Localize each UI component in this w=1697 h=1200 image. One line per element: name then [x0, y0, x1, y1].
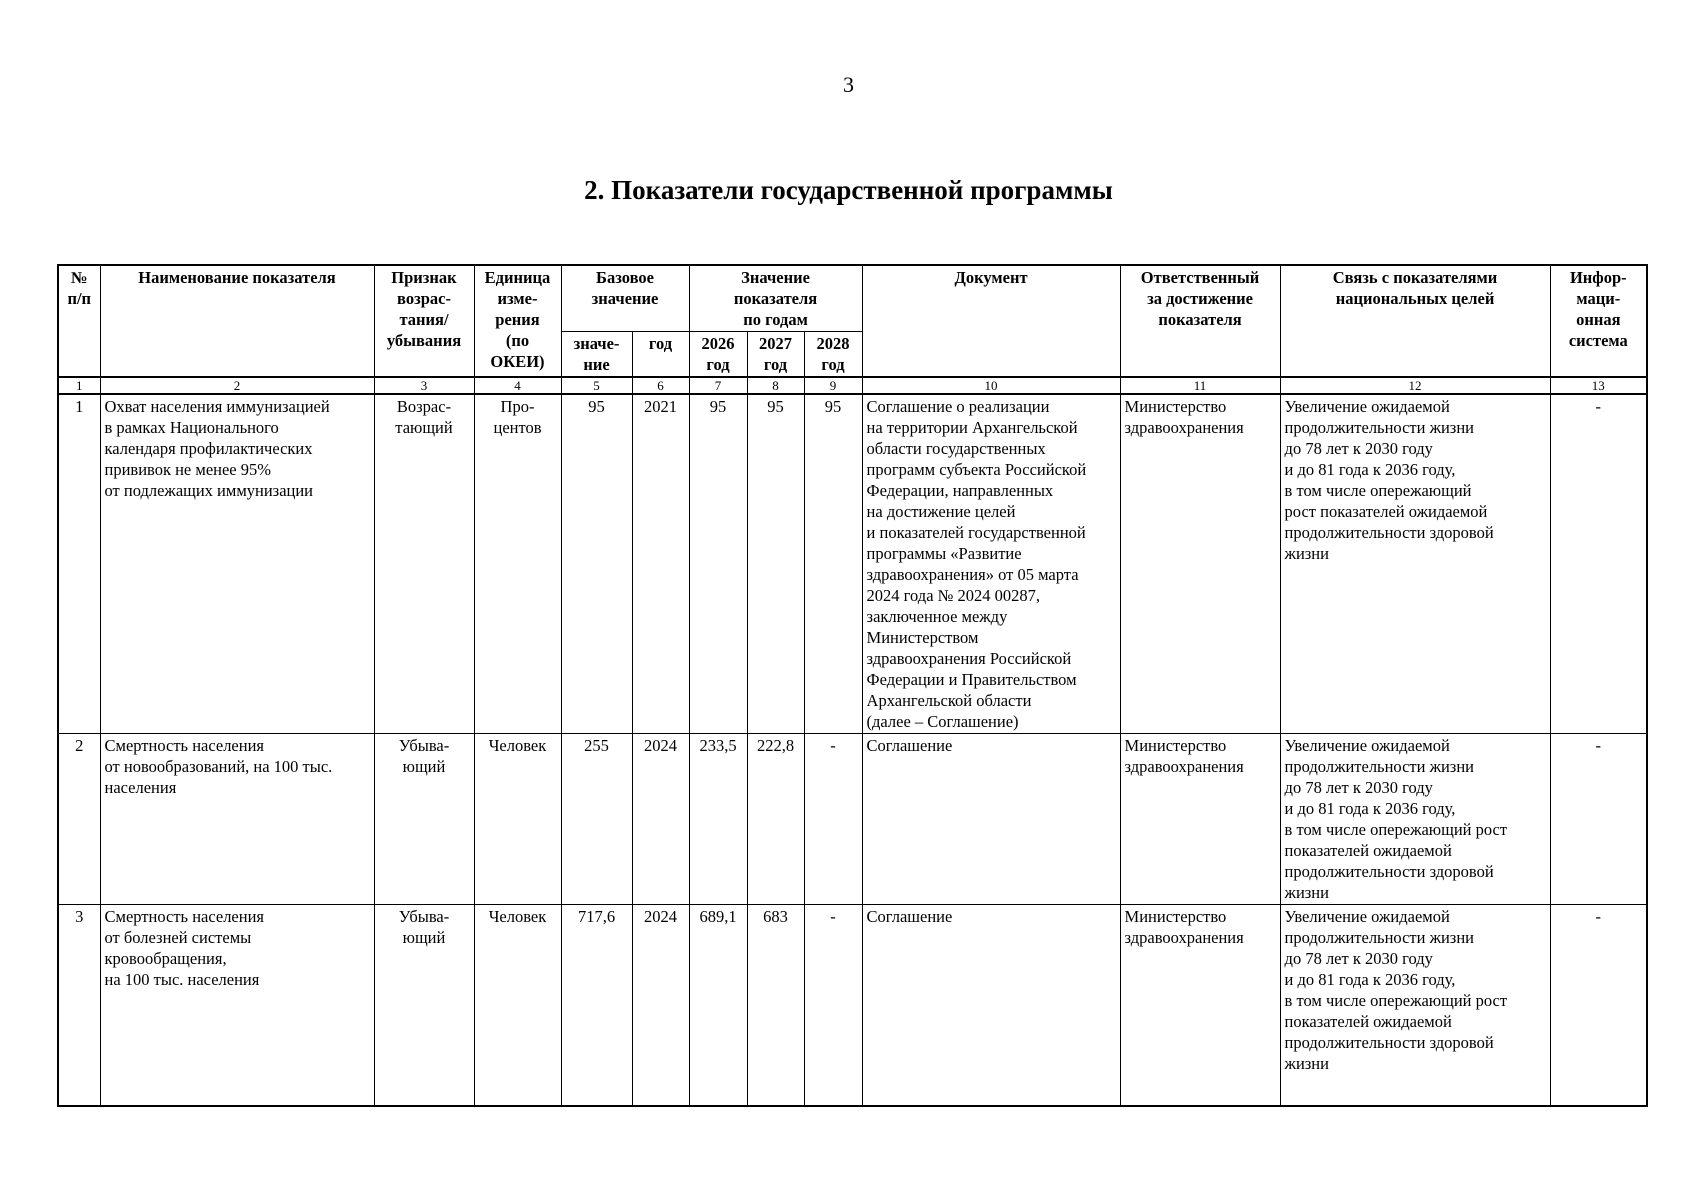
- header-name: Наименование показателя: [100, 265, 374, 377]
- header-infosys: Инфор- маци- онная система: [1550, 265, 1647, 377]
- info-system: -: [1550, 394, 1647, 734]
- value-2026: 689,1: [689, 905, 747, 1107]
- header-target: Значение показателя по годам: [689, 265, 862, 332]
- indicator-name: Смертность населения от болезней системы кровообращения, на 100 тыс. населения: [100, 905, 374, 1107]
- header-responsible: Ответственный за достижение показателя: [1120, 265, 1280, 377]
- column-number: 8: [747, 377, 804, 394]
- trend-sign: Возрас- тающий: [374, 394, 474, 734]
- document: Соглашение о реализации на территории Архангельской области государственных программ субъекта Российской Федерации, направленных на достижение целей и показателей государственной программы «Развитие здравоохранения» от 05 марта 2024 года № 2024 00287, заключенное между Министерством здравоохранения Российской Федерации и Правительством Архангельской области (далее – Соглашение): [862, 394, 1120, 734]
- column-numbers-row: [58, 377, 1647, 394]
- value-2027: 95: [747, 394, 804, 734]
- base-value: 255: [561, 734, 632, 905]
- base-year: 2024: [632, 905, 689, 1107]
- header-unit: Единица изме- рения (по ОКЕИ): [474, 265, 561, 377]
- indicator-name: Охват населения иммунизацией в рамках Национального календаря профилактических прививок не менее 95% от подлежащих иммунизации: [100, 394, 374, 734]
- unit: Человек: [474, 905, 561, 1107]
- header-document: Документ: [862, 265, 1120, 377]
- header-num: № п/п: [58, 265, 100, 377]
- indicator-name: Смертность населения от новообразований, на 100 тыс. населения: [100, 734, 374, 905]
- value-2028: 95: [804, 394, 862, 734]
- table-row: [58, 905, 1647, 1107]
- base-year: 2024: [632, 734, 689, 905]
- column-number: 1: [58, 377, 100, 394]
- unit: Про- центов: [474, 394, 561, 734]
- info-system: -: [1550, 905, 1647, 1107]
- document: Соглашение: [862, 734, 1120, 905]
- column-number: 6: [632, 377, 689, 394]
- value-2028: -: [804, 734, 862, 905]
- column-number: 11: [1120, 377, 1280, 394]
- section-title: 2. Показатели государственной программы: [584, 175, 1113, 205]
- column-number: 10: [862, 377, 1120, 394]
- row-num: 1: [58, 394, 100, 734]
- base-year: 2021: [632, 394, 689, 734]
- responsible: Министерство здравоохранения: [1120, 905, 1280, 1107]
- table-row: [58, 394, 1647, 734]
- column-number: 4: [474, 377, 561, 394]
- column-number: 7: [689, 377, 747, 394]
- table-row: [58, 734, 1647, 905]
- header-base: Базовое значение: [561, 265, 689, 332]
- trend-sign: Убыва- ющий: [374, 734, 474, 905]
- responsible: Министерство здравоохранения: [1120, 394, 1280, 734]
- value-2026: 95: [689, 394, 747, 734]
- value-2027: 683: [747, 905, 804, 1107]
- base-value: 95: [561, 394, 632, 734]
- unit: Человек: [474, 734, 561, 905]
- row-num: 2: [58, 734, 100, 905]
- document: Соглашение: [862, 905, 1120, 1107]
- header-2027: 2027 год: [747, 332, 804, 378]
- row-num: 3: [58, 905, 100, 1107]
- national-goals-link: Увеличение ожидаемой продолжительности жизни до 78 лет к 2030 году и до 81 года к 2036 году, в том числе опережающий рост показателей ожидаемой продолжительности здоровой жизни: [1280, 394, 1550, 734]
- header-trend: Признак возрас- тания/ убывания: [374, 265, 474, 377]
- column-number: 3: [374, 377, 474, 394]
- value-2028: -: [804, 905, 862, 1107]
- header-2028: 2028 год: [804, 332, 862, 378]
- indicators-table: [57, 264, 1648, 1107]
- header-base-year: год: [632, 332, 689, 378]
- header-base-value: значе- ние: [561, 332, 632, 378]
- national-goals-link: Увеличение ожидаемой продолжительности жизни до 78 лет к 2030 году и до 81 года к 2036 году, в том числе опережающий рост показателей ожидаемой продолжительности здоровой жизни: [1280, 905, 1550, 1107]
- responsible: Министерство здравоохранения: [1120, 734, 1280, 905]
- column-number: 2: [100, 377, 374, 394]
- column-number: 9: [804, 377, 862, 394]
- header-link: Связь с показателями национальных целей: [1280, 265, 1550, 377]
- value-2026: 233,5: [689, 734, 747, 905]
- info-system: -: [1550, 734, 1647, 905]
- column-number: 5: [561, 377, 632, 394]
- trend-sign: Убыва- ющий: [374, 905, 474, 1107]
- base-value: 717,6: [561, 905, 632, 1107]
- header-2026: 2026 год: [689, 332, 747, 378]
- national-goals-link: Увеличение ожидаемой продолжительности жизни до 78 лет к 2030 году и до 81 года к 2036 году, в том числе опережающий рост показателей ожидаемой продолжительности здоровой жизни: [1280, 734, 1550, 905]
- page-number: 3: [843, 72, 854, 97]
- value-2027: 222,8: [747, 734, 804, 905]
- column-number: 13: [1550, 377, 1647, 394]
- column-number: 12: [1280, 377, 1550, 394]
